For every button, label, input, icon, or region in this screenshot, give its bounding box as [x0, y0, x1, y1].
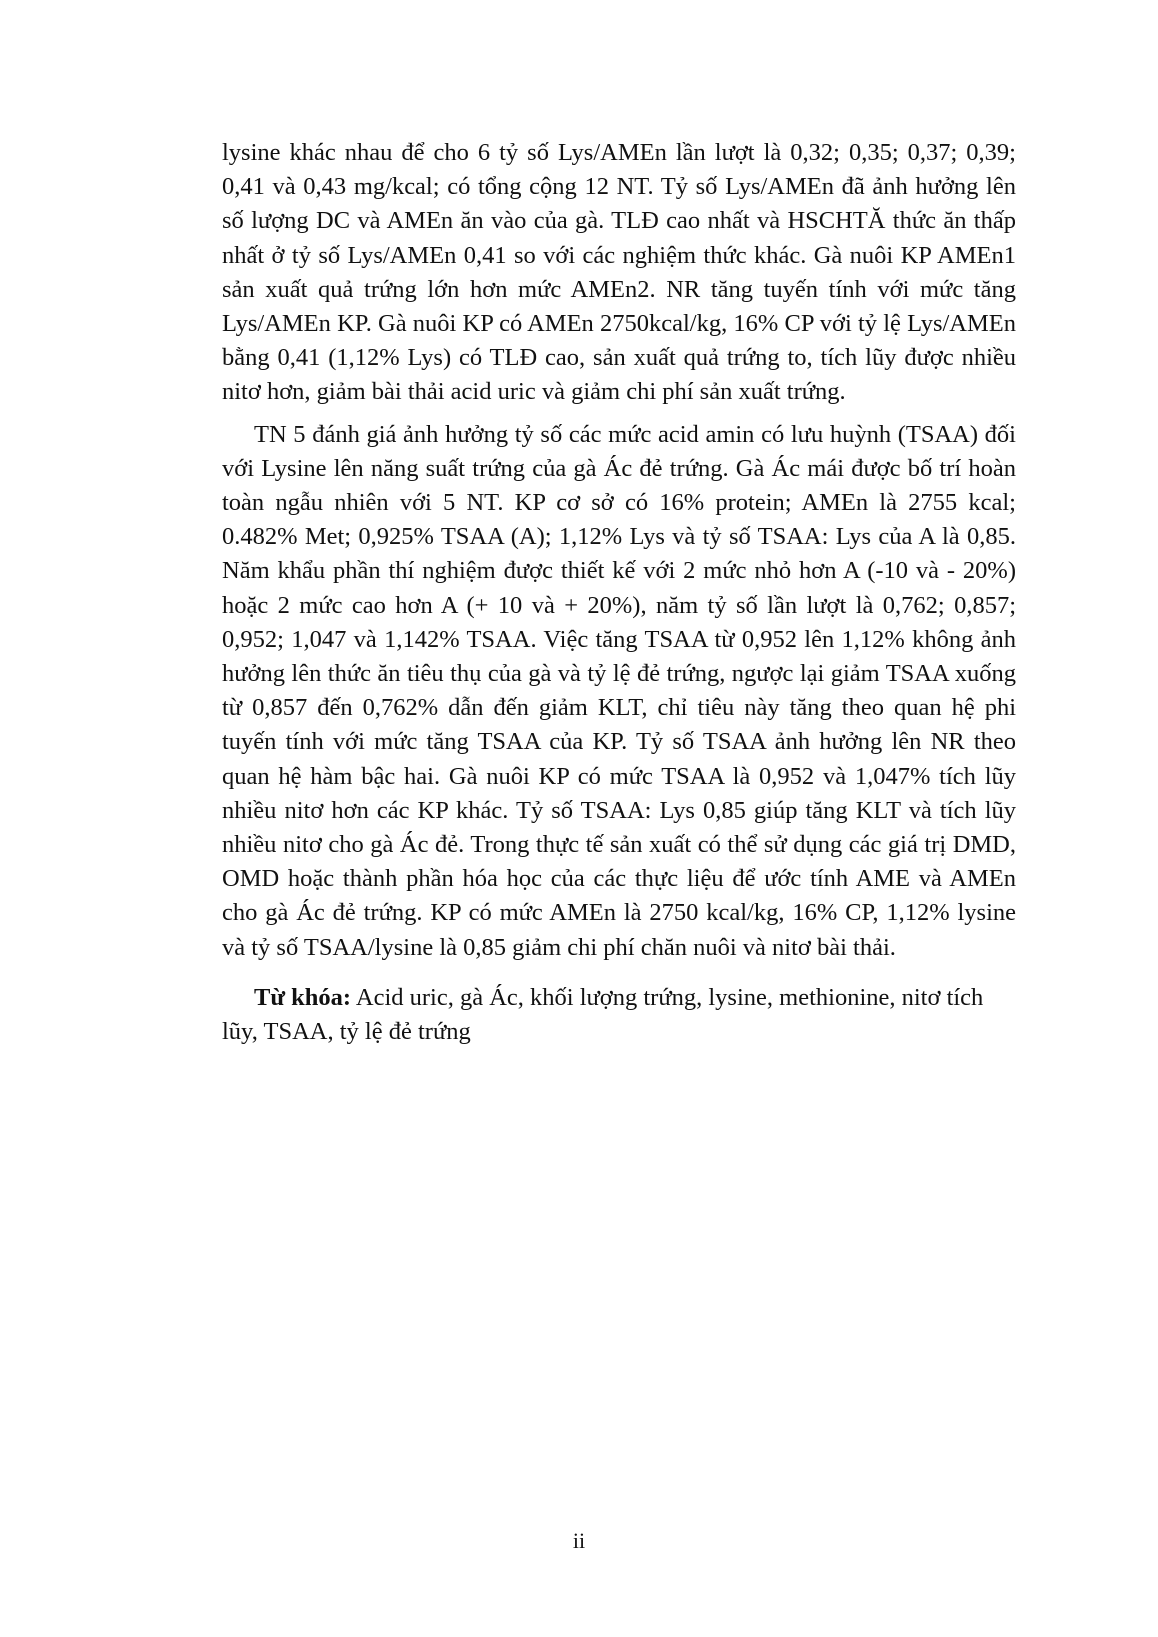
- abstract-body: [222, 136, 1016, 1049]
- keywords-line: [222, 981, 1016, 1049]
- paragraph-experiment-5: TN 5 đánh giá ảnh hưởng tỷ số các mức acid amin có lưu huỳnh (TSAA) đối với Lysine lên năng suất trứng của gà Ác đẻ trứng. Gà Ác mái được bố trí hoàn toàn ngẫu nhiên với 5 NT. KP cơ sở có 16% protein; AMEn là 2755 kcal; 0.482% Met; 0,925% TSAA (A); 1,12% Lys và tỷ số TSAA: Lys của A là 0,85. Năm khẩu phần thí nghiệm được thiết kế với 2 mức nhỏ hơn A (-10 và - 20%) hoặc 2 mức cao hơn A (+ 10 và + 20%), năm tỷ số lần lượt là 0,762; 0,857; 0,952; 1,047 và 1,142% TSAA. Việc tăng TSAA từ 0,952 lên 1,12% không ảnh hưởng lên thức ăn tiêu thụ của gà và tỷ lệ đẻ trứng, ngược lại giảm TSAA xuống từ 0,857 đến 0,762% dẫn đến giảm KLT, chỉ tiêu này tăng theo quan hệ phi tuyến tính với mức tăng TSAA của KP. Tỷ số TSAA ảnh hưởng lên NR theo quan hệ hàm bậc hai. Gà nuôi KP có mức TSAA là 0,952 và 1,047% tích lũy nhiều nitơ hơn các KP khác. Tỷ số TSAA: Lys 0,85 giúp tăng KLT và tích lũy nhiều nitơ cho gà Ác đẻ. Trong thực tế sản xuất có thể sử dụng các giá trị DMD, OMD hoặc thành phần hóa học của các thực liệu để ước tính AME và AMEn cho gà Ác đẻ trứng. KP có mức AMEn là 2750 kcal/kg, 16% CP, 1,12% lysine và tỷ số TSAA/lysine là 0,85 giảm chi phí chăn nuôi và nitơ bài thải.: [222, 420, 1016, 961]
- keywords-text: Acid uric, gà Ác, khối lượng trứng, lysine, methionine, nitơ tích lũy, TSAA, tỷ lệ đẻ trứng: [222, 983, 984, 1046]
- keywords-label: Từ khóa:: [254, 983, 352, 1011]
- paragraph-continuation: lysine khác nhau để cho 6 tỷ số Lys/AMEn lần lượt là 0,32; 0,35; 0,37; 0,39; 0,41 và 0,43 mg/kcal; có tổng cộng 12 NT. Tỷ số Lys/AMEn đã ảnh hưởng lên số lượng DC và AMEn ăn vào của gà. TLĐ cao nhất và HSCHTĂ thức ăn thấp nhất ở tỷ số Lys/AMEn 0,41 so với các nghiệm thức khác. Gà nuôi KP AMEn1 sản xuất quả trứng lớn hơn mức AMEn2. NR tăng tuyến tính với mức tăng Lys/AMEn KP. Gà nuôi KP có AMEn 2750kcal/kg, 16% CP với tỷ lệ Lys/AMEn bằng 0,41 (1,12% Lys) có TLĐ cao, sản xuất quả trứng to, tích lũy được nhiều nitơ hơn, giảm bài thải acid uric và giảm chi phí sản xuất trứng.: [222, 139, 1016, 406]
- page-number: ii: [572, 1528, 586, 1553]
